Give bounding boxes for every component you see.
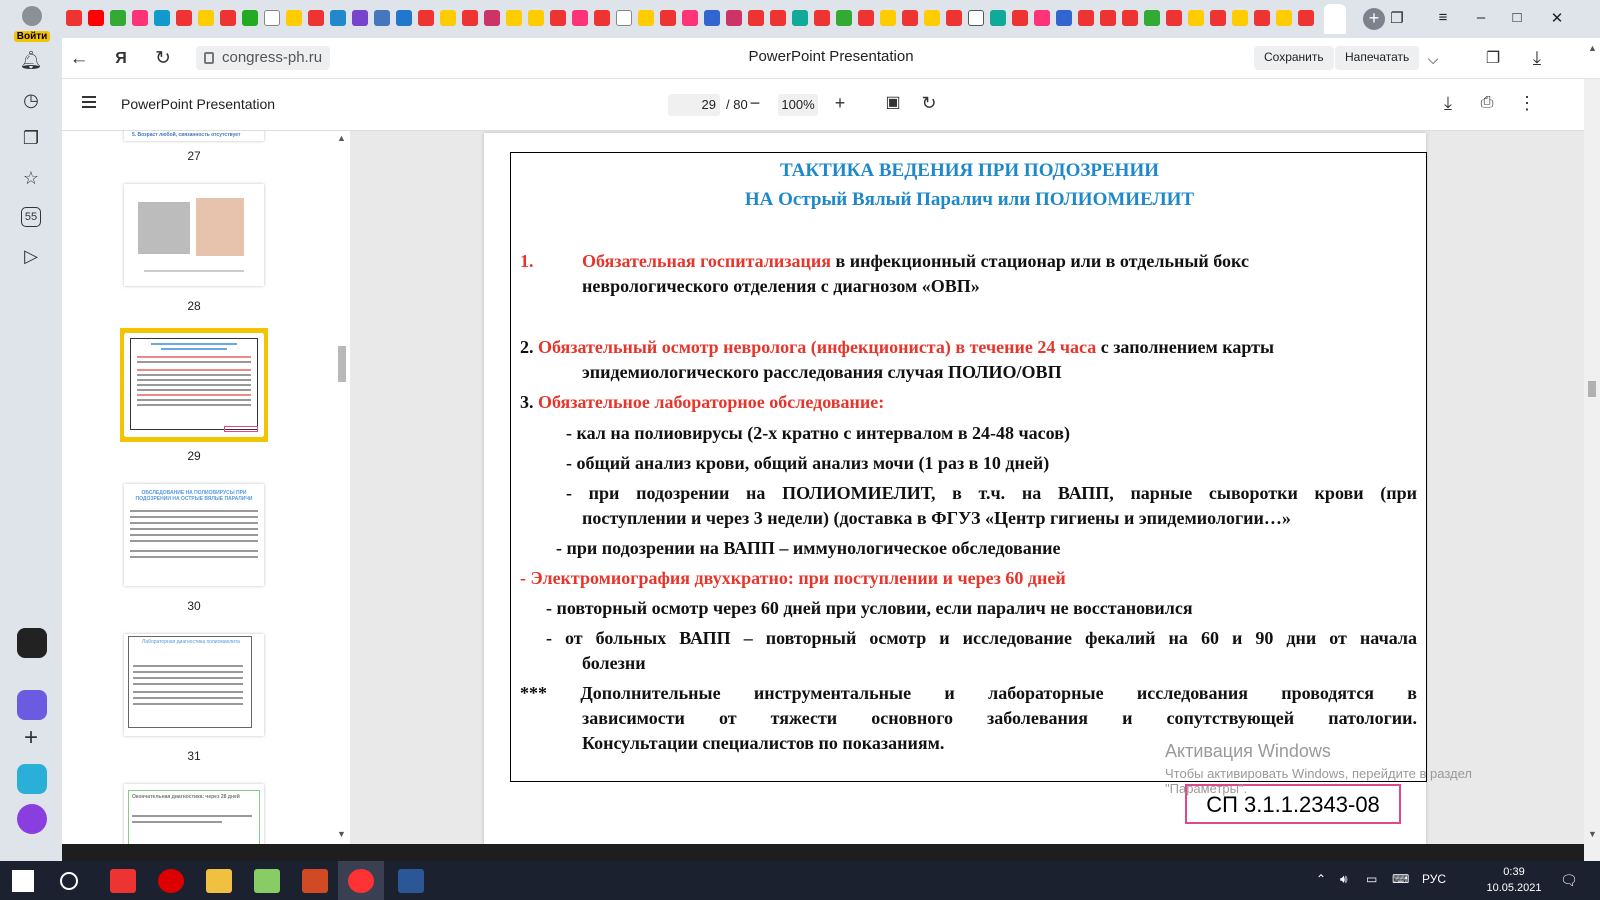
add-app-icon[interactable]: +: [23, 724, 38, 751]
tab-plus-icon[interactable]: [682, 10, 698, 26]
regulation-reference: СП 3.1.1.2343-08: [1185, 784, 1401, 824]
yandex-taskbar-icon[interactable]: [348, 869, 374, 893]
tab-favicon[interactable]: [726, 10, 742, 26]
tab-yandex-icon[interactable]: [550, 10, 566, 26]
note-line2: зависимости от тяжести основного заболевания и сопутствующей патологии.: [582, 708, 1417, 728]
tab-vk-icon[interactable]: [374, 10, 390, 26]
address-bar: [62, 38, 1600, 79]
tab-favicon[interactable]: [1232, 10, 1248, 26]
tab-yandex-icon[interactable]: [770, 10, 786, 26]
notifications-icon[interactable]: 🗨︎: [1560, 872, 1578, 888]
tab-favicon[interactable]: [286, 10, 302, 26]
pdf-toolbar: [62, 79, 1584, 131]
more-options-icon[interactable]: ⋮: [1518, 93, 1536, 113]
minimize-icon[interactable]: –: [1476, 9, 1486, 26]
thumbnail-29[interactable]: [124, 334, 264, 436]
hamburger-menu-icon[interactable]: [82, 96, 96, 108]
tab-strip: [62, 0, 1600, 38]
tab-document-icon[interactable]: [264, 10, 280, 26]
yandex-browser-icon[interactable]: [110, 869, 136, 893]
fit-page-icon[interactable]: ▣: [885, 94, 901, 111]
mini-slide: [130, 338, 258, 430]
thumbnail-number: 30: [187, 599, 201, 613]
sub-item-feces: - кал на полиовирусы (2-х кратно с интервалом в 24-48 часов): [566, 423, 1070, 443]
tab-favicon[interactable]: [198, 10, 214, 26]
tab-plus-icon[interactable]: [132, 10, 148, 26]
save-button[interactable]: Сохранить: [1254, 46, 1334, 70]
extensions-icon[interactable]: ❐: [1485, 50, 1501, 67]
tab-favicon[interactable]: [242, 10, 258, 26]
page-title: PowerPoint Presentation: [748, 48, 914, 65]
child-photo: [196, 198, 244, 256]
tab-docs-icon[interactable]: [396, 10, 412, 26]
document-view: [350, 131, 1584, 844]
scroll-down-arrow-icon[interactable]: ▼: [1588, 829, 1597, 839]
thumbnail-27[interactable]: [124, 131, 264, 141]
scroll-down-arrow-icon[interactable]: ▼: [337, 829, 346, 839]
tab-heart-icon[interactable]: [792, 10, 808, 26]
tabs-counter-icon[interactable]: 55: [17, 203, 45, 231]
sub-item-serum-line2: поступлении и через 3 недели) (доставка в ФГУЗ «Центр гигиены и эпидемиологии…»: [582, 508, 1291, 528]
note-line3: Консультации специалистов по показаниям.: [582, 733, 945, 753]
maximize-icon[interactable]: □: [1512, 9, 1522, 26]
tab-favicon[interactable]: [638, 10, 654, 26]
language-indicator[interactable]: РУС: [1422, 872, 1447, 886]
tab-yandex-icon[interactable]: [462, 10, 478, 26]
emg-line: - Электромиография двухкратно: при поступлении и через 60 дней: [520, 568, 1066, 588]
page-total: / 80: [726, 97, 748, 112]
tab-yandex-icon[interactable]: [418, 10, 434, 26]
word-icon[interactable]: [398, 869, 424, 893]
sub-item-immunology: - при подозрении на ВАПП – иммунологическое обследование: [556, 538, 1061, 558]
tab-document-icon[interactable]: [616, 10, 632, 26]
download-icon[interactable]: ⤓: [1532, 48, 1542, 69]
thumbnail-title: ОБСЛЕДОВАНИЕ НА ПОЛИОВИРУСЫ ПРИ ПОДОЗРЕНИИ НА ОСТРЫЕ ВЯЛЫЕ ПАРАЛИЧИ: [135, 490, 253, 502]
thumbnail-title: Лабораторная диагностика полиомиелита: [142, 639, 240, 645]
slide-title-line2: НА Острый Вялый Паралич или ПОЛИОМИЕЛИТ: [744, 189, 1195, 210]
tab-plus-icon[interactable]: [1034, 10, 1050, 26]
item2-line1: 2. Обязательный осмотр невролога (инфекциониста) в течение 24 часа с заполнением карты: [520, 337, 1275, 357]
sub-item-blood-urine: - общий анализ крови, общий анализ мочи (1 раз в 10 дней): [566, 453, 1050, 473]
download-pdf-icon[interactable]: ⤓: [1444, 93, 1452, 113]
item1-line1: Обязательная госпитализация в инфекционный стационар или в отдельный бокс: [582, 251, 1249, 271]
scrollbar-thumb[interactable]: [1588, 381, 1596, 397]
tray-chevron-icon[interactable]: ⌃: [1316, 872, 1327, 886]
slide-title-line1: ТАКТИКА ВЕДЕНИЯ ПРИ ПОДОЗРЕНИИ: [779, 160, 1160, 181]
tab-yandex-icon[interactable]: [748, 10, 764, 26]
play-icon[interactable]: ▷: [24, 245, 38, 266]
mini-reference-box: [224, 426, 258, 432]
alice-icon[interactable]: [17, 804, 47, 834]
tab-yandex-icon[interactable]: [660, 10, 676, 26]
scrollbar-thumb[interactable]: [338, 346, 346, 382]
tab-check-icon[interactable]: [110, 10, 126, 26]
vapp-line2: болезни: [582, 653, 646, 673]
thumbnail-number: 27: [187, 149, 201, 163]
history-icon[interactable]: ◷: [23, 89, 39, 110]
pdf-page: [484, 133, 1472, 844]
powerpoint-icon[interactable]: [302, 869, 328, 893]
file-explorer-icon[interactable]: [206, 869, 232, 893]
url-text: congress-ph.ru: [222, 49, 323, 66]
thumbnail-number: 28: [187, 299, 201, 313]
tab-favicon[interactable]: [880, 10, 896, 26]
collections-icon[interactable]: ❐: [22, 127, 40, 148]
menu-icon[interactable]: ≡: [1438, 9, 1448, 26]
tab-yandex-icon[interactable]: [1166, 10, 1182, 26]
reload-icon[interactable]: ↻: [155, 48, 171, 69]
bell-icon[interactable]: 🔔︎: [19, 49, 43, 70]
item3-heading: 3. Обязательное лабораторное обследование:: [520, 392, 885, 412]
xray-image: [138, 202, 190, 254]
clock[interactable]: [1484, 864, 1544, 896]
thumbnail-caption: 5. Возраст любой, связанность отсутствует: [132, 132, 241, 138]
watermark-line3: "Параметры".: [1165, 781, 1248, 796]
thumbnail-pane: [62, 131, 350, 844]
tab-onenote-icon[interactable]: [352, 10, 368, 26]
caption-line: [144, 270, 244, 272]
tab-favicon[interactable]: [506, 10, 522, 26]
yandex-logo-icon[interactable]: Я: [115, 50, 127, 67]
tab-youtube-icon[interactable]: [88, 10, 104, 26]
tab-yandex-icon[interactable]: [1298, 10, 1314, 26]
item1-number: 1.: [520, 251, 534, 271]
tab-wikipedia-icon[interactable]: [968, 10, 984, 26]
tab-favicon[interactable]: [484, 10, 500, 26]
repeat-exam-line: - повторный осмотр через 60 дней при условии, если паралич не восстановился: [546, 598, 1193, 618]
mini-slide: [128, 790, 260, 844]
windows-start-icon[interactable]: [12, 870, 34, 892]
document-name: PowerPoint Presentation: [121, 96, 276, 112]
tab-heart-icon[interactable]: [990, 10, 1006, 26]
tab-yandex-icon[interactable]: [1078, 10, 1094, 26]
search-icon[interactable]: [60, 872, 78, 890]
login-button[interactable]: [12, 6, 52, 40]
camera-app-icon[interactable]: [17, 628, 47, 658]
scroll-up-arrow-icon[interactable]: ▲: [1588, 43, 1597, 53]
slide-frame: [510, 152, 1427, 782]
scroll-up-arrow-icon[interactable]: ▲: [337, 133, 346, 143]
thumbnail-28[interactable]: [124, 184, 264, 286]
chevron-down-icon[interactable]: ⌵: [1427, 51, 1439, 67]
tab-yandex-icon[interactable]: [1254, 10, 1270, 26]
star-icon[interactable]: ☆: [22, 167, 40, 188]
clock-time: 0:39: [1503, 866, 1525, 878]
tab-yandex-icon[interactable]: [308, 10, 324, 26]
windows-activation-watermark: [1165, 741, 1472, 796]
tab-favicon[interactable]: [440, 10, 456, 26]
sub-item-serum-line1: - при подозрении на ПОЛИОМИЕЛИТ, в т.ч. на ВАПП, парные сыворотки крови (при: [566, 483, 1417, 503]
thumbnail-title: Окончательная диагностика: через 28 дней: [132, 794, 240, 800]
watermark-title: Активация Windows: [1165, 741, 1331, 761]
avatar: [22, 6, 42, 26]
tab-yandex-icon[interactable]: [814, 10, 830, 26]
keyboard-icon[interactable]: ⌨: [1392, 872, 1410, 886]
browser-sidebar: [0, 0, 62, 861]
back-icon[interactable]: ←: [69, 48, 89, 69]
item2-line2: эпидемиологического расследования случая ПОЛИО/ОВП: [582, 362, 1062, 382]
tab-favicon[interactable]: [1056, 10, 1072, 26]
print-button[interactable]: Напечатать: [1335, 46, 1419, 70]
tab-favicon[interactable]: [924, 10, 940, 26]
thumbnail-number: 29: [187, 449, 201, 463]
messenger-app-icon[interactable]: [17, 690, 47, 720]
active-tab[interactable]: [1324, 4, 1346, 34]
zoom-out-icon[interactable]: −: [749, 93, 761, 113]
tab-yandex-icon[interactable]: [1210, 10, 1226, 26]
tab-yandex-icon[interactable]: [220, 10, 236, 26]
tab-favicon[interactable]: [154, 10, 170, 26]
tab-yandex-icon[interactable]: [1122, 10, 1138, 26]
zoom-in-icon[interactable]: +: [834, 93, 846, 113]
tab-yandex-icon[interactable]: [946, 10, 962, 26]
windows-taskbar: [0, 861, 1600, 900]
tab-yandex-icon[interactable]: [902, 10, 918, 26]
tab-check-icon[interactable]: [836, 10, 852, 26]
tab-yandex-icon[interactable]: [176, 10, 192, 26]
thumbnail-scrollbar[interactable]: [334, 131, 350, 844]
tab-favicon[interactable]: [528, 10, 544, 26]
thumbnail-number: 31: [187, 749, 201, 763]
thumbnail-30[interactable]: [124, 484, 264, 586]
page-scrollbar[interactable]: [1584, 43, 1600, 861]
close-icon[interactable]: ✕: [1550, 10, 1564, 27]
tab-favicon[interactable]: [704, 10, 720, 26]
store-icon[interactable]: [254, 869, 280, 893]
mini-slide: [128, 636, 252, 728]
tab-favicon[interactable]: [1188, 10, 1204, 26]
vapp-line1: - от больных ВАПП – повторный осмотр и исследование фекалий на 60 и 90 дни от начала: [546, 628, 1417, 648]
thumbnail-32[interactable]: [124, 784, 264, 844]
tab-yandex-icon[interactable]: [594, 10, 610, 26]
tab-yandex-icon[interactable]: [1012, 10, 1028, 26]
page-number-input[interactable]: 29: [668, 94, 720, 116]
zoom-level[interactable]: 100%: [778, 94, 818, 116]
network-icon[interactable]: ▭: [1366, 872, 1378, 886]
tab-yandex-icon[interactable]: [1100, 10, 1116, 26]
tab-plus-icon[interactable]: [572, 10, 588, 26]
watermark-line2: Чтобы активировать Windows, перейдите в раздел: [1165, 766, 1472, 781]
tab-yandex-icon[interactable]: [858, 10, 874, 26]
clock-date: 10.05.2021: [1486, 882, 1542, 894]
tab-manager-icon[interactable]: ❐: [1390, 10, 1404, 27]
rotate-icon[interactable]: ↻: [921, 93, 937, 113]
opera-icon[interactable]: [158, 869, 184, 893]
tab-chat-icon[interactable]: [330, 10, 346, 26]
tab-favicon[interactable]: [66, 10, 82, 26]
thumbnail-31[interactable]: [124, 634, 264, 736]
login-label: Войти: [14, 31, 51, 42]
note-line1: *** Дополнительные инструментальные и лабораторные исследования проводятся в: [520, 683, 1417, 703]
tab-favicon[interactable]: [1276, 10, 1292, 26]
url-field[interactable]: [196, 46, 330, 70]
send-app-icon[interactable]: [17, 764, 47, 794]
print-icon[interactable]: ⎙: [1480, 94, 1494, 111]
volume-icon[interactable]: 🔊︎: [1340, 872, 1348, 886]
tab-check-icon[interactable]: [1144, 10, 1160, 26]
new-tab-button[interactable]: +: [1363, 8, 1385, 30]
item1-line2: неврологического отделения с диагнозом «ОВП»: [582, 276, 980, 296]
lock-icon: [204, 52, 214, 64]
